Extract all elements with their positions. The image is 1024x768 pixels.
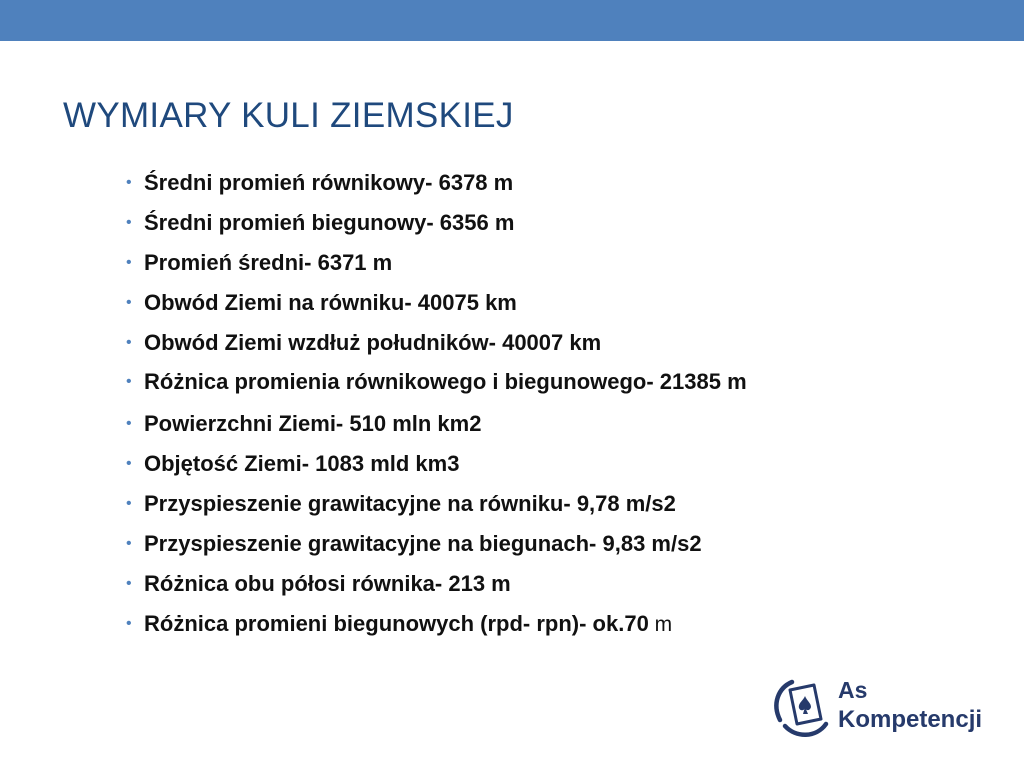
bullet-item: [126, 486, 886, 521]
logo-text-line1: As: [838, 677, 868, 703]
bullet-marker: •: [126, 373, 132, 390]
bullet-text: Różnica obu półosi równika- 213 m: [144, 571, 511, 596]
bullet-text: Powierzchni Ziemi- 510 mln km2: [144, 411, 482, 436]
bullet-item: [126, 325, 886, 360]
bullet-marker: •: [126, 294, 132, 311]
bullet-item: [126, 606, 886, 642]
bullet-marker: •: [126, 615, 132, 632]
spade-card-icon: [768, 674, 836, 744]
bullet-marker: •: [126, 214, 132, 231]
bullet-text: Różnica promienia równikowego i biegunowego- 21385 m: [144, 369, 747, 394]
bullet-text: Różnica promieni biegunowych (rpd- rpn)- ok.70: [144, 611, 649, 636]
bullet-text: Średni promień biegunowy- 6356 m: [144, 210, 515, 235]
bullet-item: [126, 526, 886, 561]
bullet-list: [126, 165, 886, 647]
bullet-text: Średni promień równikowy- 6378 m: [144, 170, 514, 195]
as-kompetencji-logo: [768, 674, 998, 746]
top-accent-band: [0, 0, 1024, 41]
slide-title: WYMIARY KULI ZIEMSKIEJ: [63, 96, 514, 135]
bullet-marker: •: [126, 455, 132, 472]
bullet-item: [126, 285, 886, 320]
bullet-item: [126, 566, 886, 601]
bullet-item: [126, 406, 886, 441]
bullet-unit-suffix: m: [648, 613, 673, 636]
bullet-text: Przyspieszenie grawitacyjne na równiku- 9,78 m/s2: [144, 491, 676, 516]
logo-text-line2: Kompetencji: [838, 706, 983, 733]
bullet-text: Promień średni- 6371 m: [144, 250, 393, 275]
bullet-text: Obwód Ziemi na równiku- 40075 km: [144, 290, 517, 315]
bullet-item: [126, 365, 886, 398]
bullet-item: [126, 446, 886, 481]
bullet-marker: •: [126, 174, 132, 191]
bullet-text: Obwód Ziemi wzdłuż południków- 40007 km: [144, 330, 602, 355]
bullet-marker: •: [126, 334, 132, 351]
bullet-item: [126, 205, 886, 240]
bullet-text: Objętość Ziemi- 1083 mld km3: [144, 451, 460, 476]
bullet-marker: •: [126, 254, 132, 271]
bullet-marker: •: [126, 575, 132, 592]
bullet-marker: •: [126, 495, 132, 512]
bullet-marker: •: [126, 415, 132, 432]
bullet-item: [126, 245, 886, 280]
bullet-marker: •: [126, 535, 132, 552]
bullet-item: [126, 165, 886, 200]
bullet-text: Przyspieszenie grawitacyjne na biegunach- 9,83 m/s2: [144, 531, 702, 556]
